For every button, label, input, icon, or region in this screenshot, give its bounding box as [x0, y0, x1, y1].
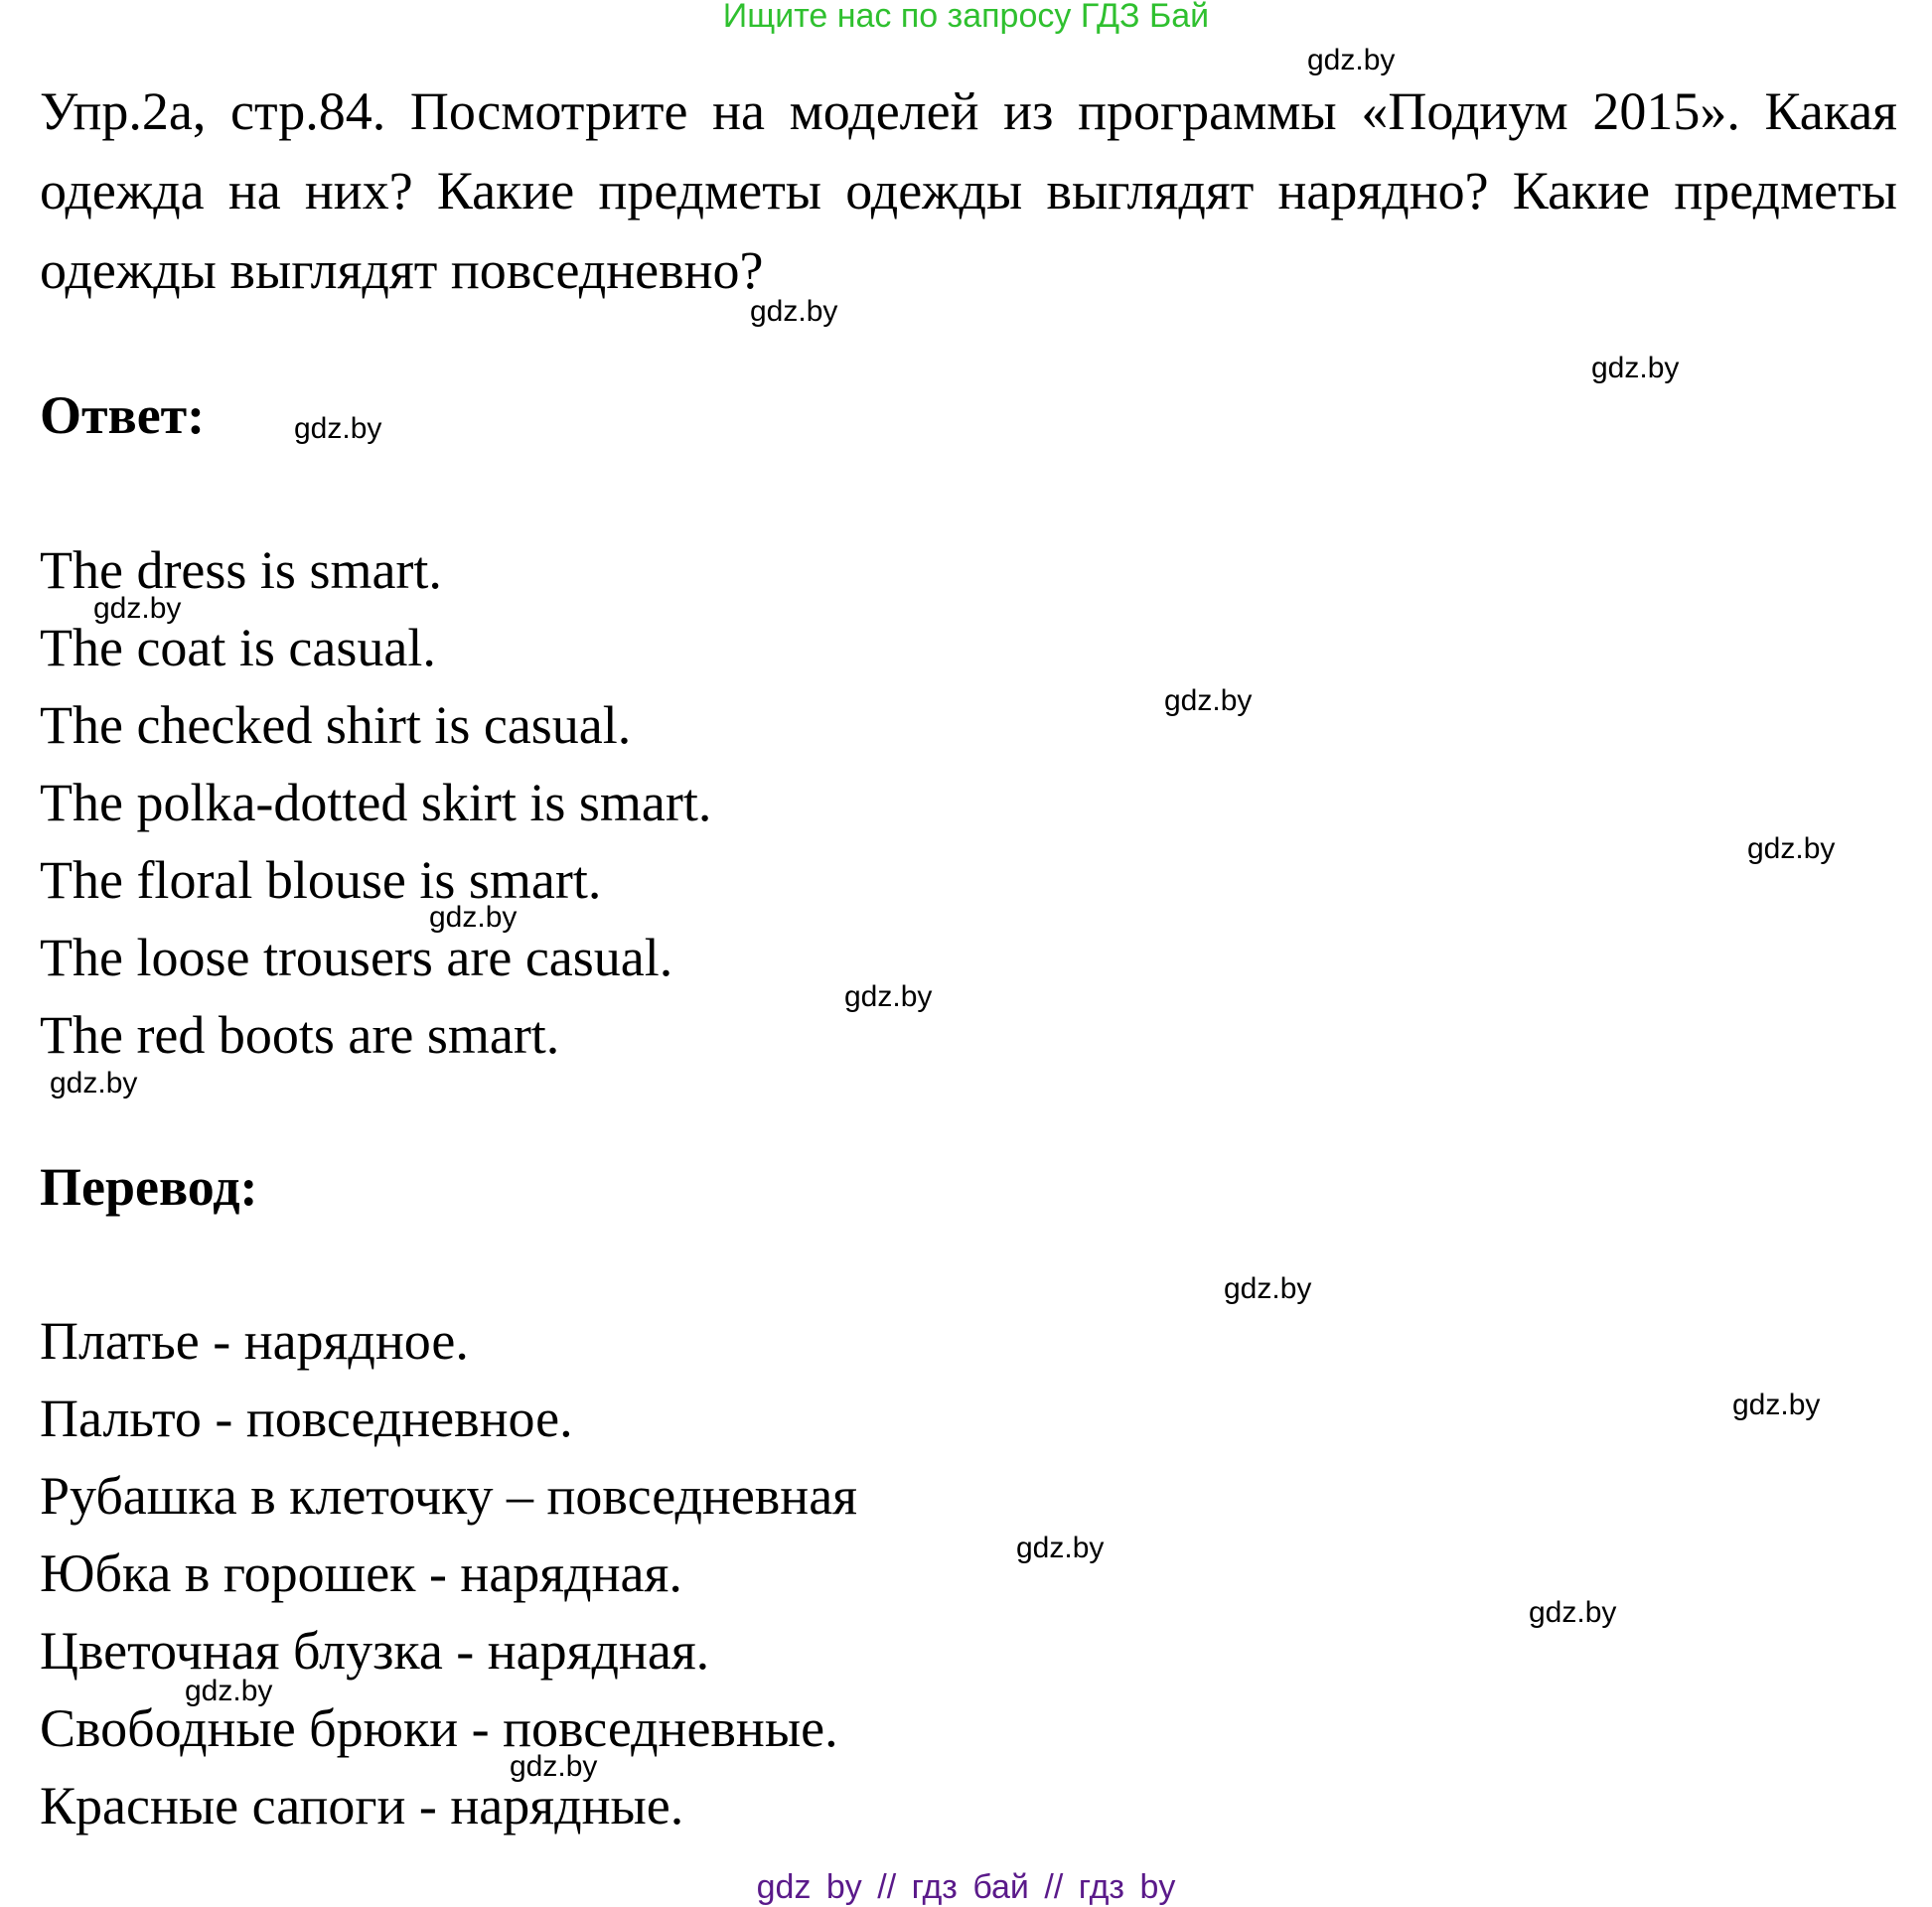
watermark: gdz.by — [1529, 1596, 1617, 1629]
watermark: gdz.by — [1307, 44, 1396, 76]
task-text: Упр.2а, стр.84. Посмотрите на моделей из программы «Подиум 2015». Какая одежда на них? Какие предметы одежды выглядят нарядно? Какие предметы одежды выглядят повседневно? — [40, 81, 1897, 300]
watermark: gdz.by — [93, 592, 182, 625]
translation-line: Юбка в горошек - нарядная. — [40, 1543, 682, 1603]
translation-line: Пальто - повседневное. — [40, 1389, 573, 1448]
translation-line: Рубашка в клеточку – повседневная — [40, 1466, 857, 1526]
watermark: gdz.by — [750, 295, 838, 328]
answer-line: The loose trousers are casual. — [40, 928, 673, 987]
watermark: gdz.by — [1747, 832, 1836, 865]
footer-links: gdz by // гдз бай // гдз by — [756, 1868, 1176, 1906]
translation-heading: Перевод: — [40, 1157, 258, 1217]
search-banner: Ищите нас по запросу ГДЗ Бай — [722, 0, 1210, 35]
translation-line: Красные сапоги - нарядные. — [40, 1776, 684, 1835]
answer-line: The red boots are smart. — [40, 1005, 560, 1065]
translation-line: Платье - нарядное. — [40, 1311, 469, 1371]
translation-line: Цветочная блузка - нарядная. — [40, 1621, 710, 1681]
answer-line: The checked shirt is casual. — [40, 695, 632, 755]
watermark: gdz.by — [50, 1067, 138, 1100]
answer-line: The coat is casual. — [40, 618, 436, 677]
answer-line: The dress is smart. — [40, 540, 442, 600]
translation-list — [40, 1302, 857, 1844]
answer-line: The floral blouse is smart. — [40, 850, 602, 910]
watermark: gdz.by — [1164, 684, 1253, 717]
answer-line: The polka-dotted skirt is smart. — [40, 773, 712, 832]
watermark: gdz.by — [185, 1675, 273, 1707]
translation-line: Свободные брюки - повседневные. — [40, 1698, 838, 1758]
watermark: gdz.by — [510, 1750, 598, 1783]
watermark: gdz.by — [1016, 1532, 1105, 1564]
watermark: gdz.by — [1591, 352, 1680, 384]
watermark: gdz.by — [1224, 1272, 1312, 1305]
answer-heading: Ответ: — [40, 385, 206, 445]
watermark: gdz.by — [294, 412, 382, 445]
watermark: gdz.by — [429, 901, 518, 934]
watermark: gdz.by — [844, 980, 933, 1013]
watermark: gdz.by — [1732, 1389, 1821, 1421]
